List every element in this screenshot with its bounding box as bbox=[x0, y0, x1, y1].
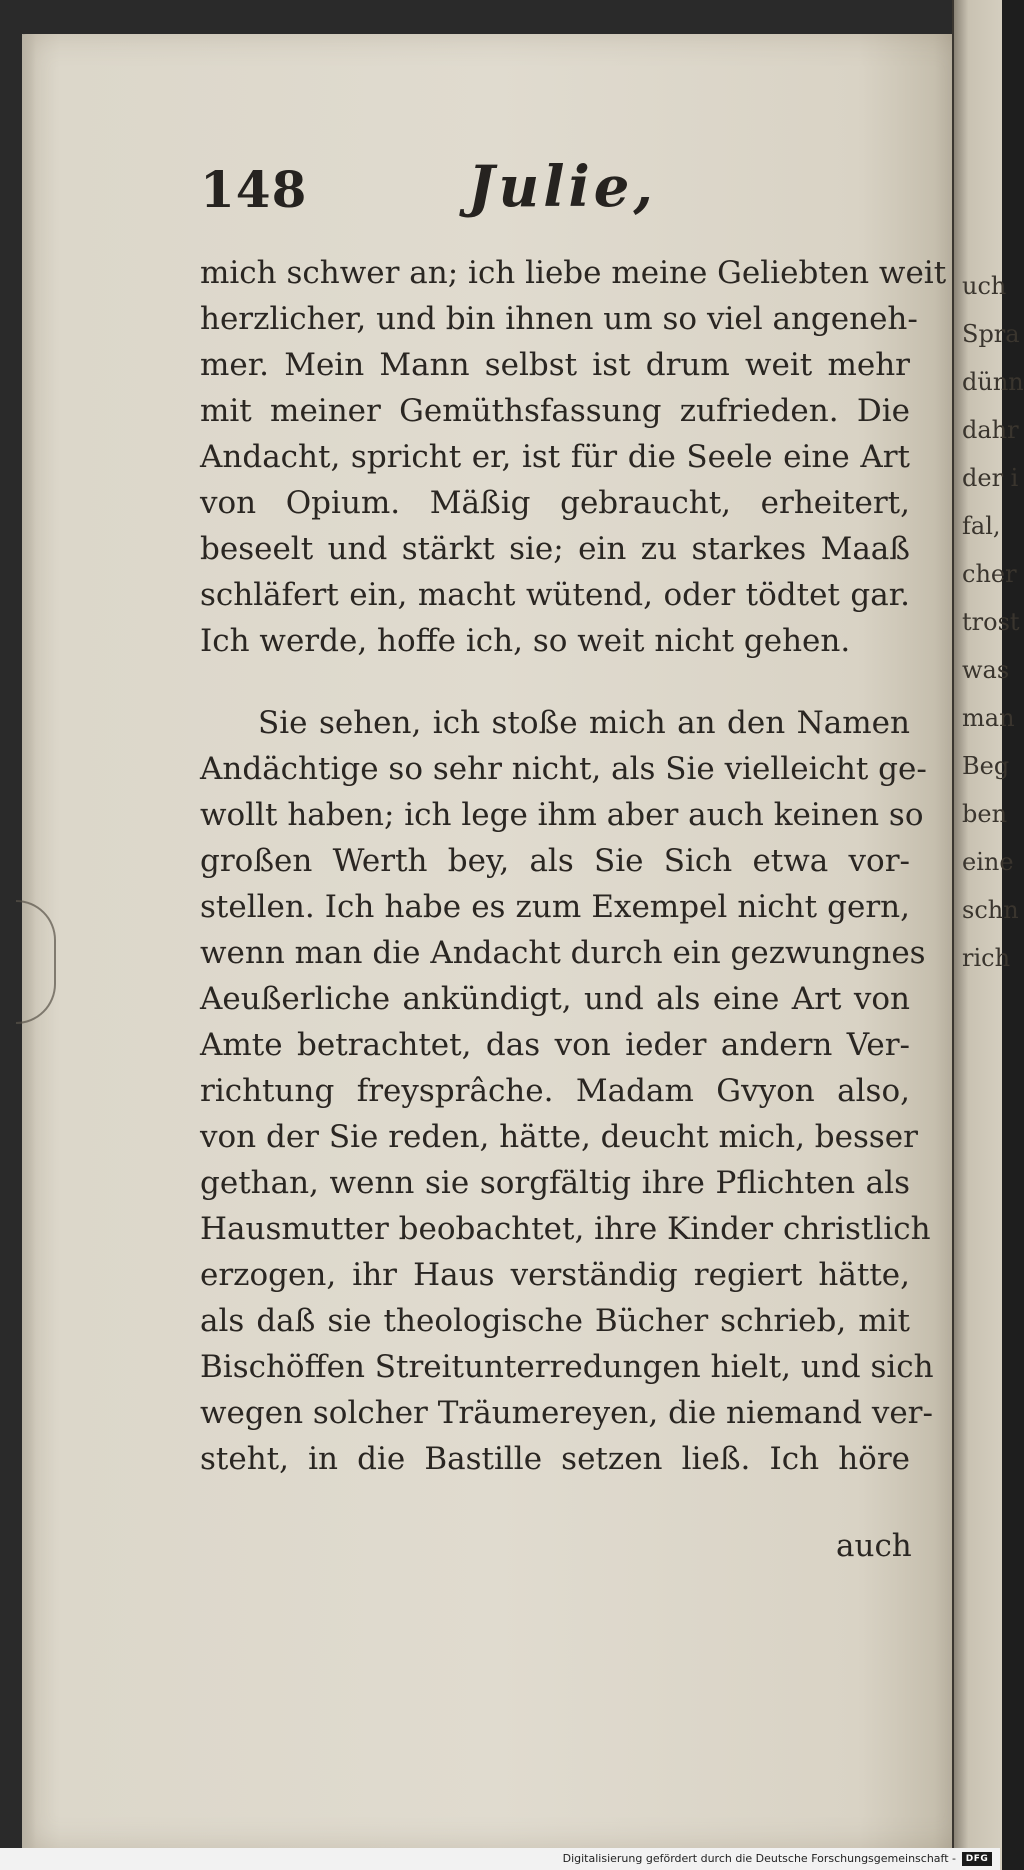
fragment-text: der i bbox=[962, 464, 1019, 492]
credit-text: Digitalisierung gefördert durch die Deutsche Forschungsgemeinschaft - bbox=[562, 1852, 956, 1865]
body-text bbox=[200, 250, 947, 1482]
fragment-text: fal, bbox=[962, 512, 1001, 540]
running-title: Julie, bbox=[468, 154, 657, 220]
text-line: Bischöffen Streitunterredungen hielt, und sich bbox=[200, 1349, 934, 1385]
fragment-text: eine bbox=[962, 848, 1014, 876]
text-line: wenn man die Andacht durch ein gezwungnes bbox=[200, 935, 926, 971]
paragraph-1 bbox=[200, 250, 947, 664]
text-line: beseelt und stärkt sie; ein zu starkes Maaß bbox=[200, 531, 910, 567]
fragment-text: trost bbox=[962, 608, 1020, 636]
text-line: Ich werde, hoffe ich, so weit nicht gehen. bbox=[200, 623, 851, 659]
fragment-text: Spra bbox=[962, 320, 1020, 348]
text-line: von der Sie reden, hätte, deucht mich, besser bbox=[200, 1119, 918, 1155]
fragment-text: rich bbox=[962, 944, 1011, 972]
text-line: stellen. Ich habe es zum Exempel nicht gern, bbox=[200, 889, 910, 925]
text-line: Hausmutter beobachtet, ihre Kinder christlich bbox=[200, 1211, 931, 1247]
fragment-text: schn bbox=[962, 896, 1019, 924]
digitization-credit-bar bbox=[0, 1848, 1000, 1870]
text-line: Andacht, spricht er, ist für die Seele eine Art bbox=[200, 439, 910, 475]
fragment-text: uch bbox=[962, 272, 1007, 300]
text-line: erzogen, ihr Haus verständig regiert hätte, bbox=[200, 1257, 910, 1293]
text-line: gethan, wenn sie sorgfältig ihre Pflichten als bbox=[200, 1165, 910, 1201]
next-page-fragments bbox=[962, 262, 1024, 982]
text-line: Andächtige so sehr nicht, als Sie vielleicht ge- bbox=[200, 751, 927, 787]
text-line: wegen solcher Träumereyen, die niemand ver- bbox=[200, 1395, 933, 1431]
fragment-text: dahr bbox=[962, 416, 1019, 444]
text-line: mer. Mein Mann selbst ist drum weit mehr bbox=[200, 347, 910, 383]
text-line: als daß sie theologische Bücher schrieb, mit bbox=[200, 1303, 910, 1339]
fragment-text: Beg bbox=[962, 752, 1010, 780]
paragraph-2 bbox=[200, 700, 934, 1482]
text-line: Aeußerliche ankündigt, und als eine Art von bbox=[200, 981, 910, 1017]
fragment-text: cher bbox=[962, 560, 1017, 588]
text-line: herzlicher, und bin ihnen um so viel angeneh- bbox=[200, 301, 918, 337]
text-line: wollt haben; ich lege ihm aber auch keinen so bbox=[200, 797, 924, 833]
dfg-logo: DFG bbox=[962, 1852, 992, 1866]
text-line: steht, in die Bastille setzen ließ. Ich höre bbox=[200, 1441, 910, 1477]
text-line: Amte betrachtet, das von ieder andern Ver- bbox=[200, 1027, 910, 1063]
fragment-text: dünn bbox=[962, 368, 1024, 396]
fragment-text: man bbox=[962, 704, 1015, 732]
text-line: richtung freysprâche. Madam Gvyon also, bbox=[200, 1073, 910, 1109]
text-line: Sie sehen, ich stoße mich an den Namen bbox=[258, 705, 910, 741]
text-line: großen Werth bey, als Sie Sich etwa vor- bbox=[200, 843, 910, 879]
catchword: auch bbox=[836, 1528, 912, 1564]
page-header bbox=[200, 154, 820, 230]
fragment-text: was bbox=[962, 656, 1010, 684]
text-line: mit meiner Gemüthsfassung zufrieden. Die bbox=[200, 393, 910, 429]
text-line: von Opium. Mäßig gebraucht, erheitert, bbox=[200, 485, 910, 521]
text-line: schläfert ein, macht wütend, oder tödtet gar. bbox=[200, 577, 910, 613]
fragment-text: ben bbox=[962, 800, 1008, 828]
text-line: mich schwer an; ich liebe meine Geliebten weit bbox=[200, 255, 947, 291]
page-number: 148 bbox=[200, 160, 308, 219]
